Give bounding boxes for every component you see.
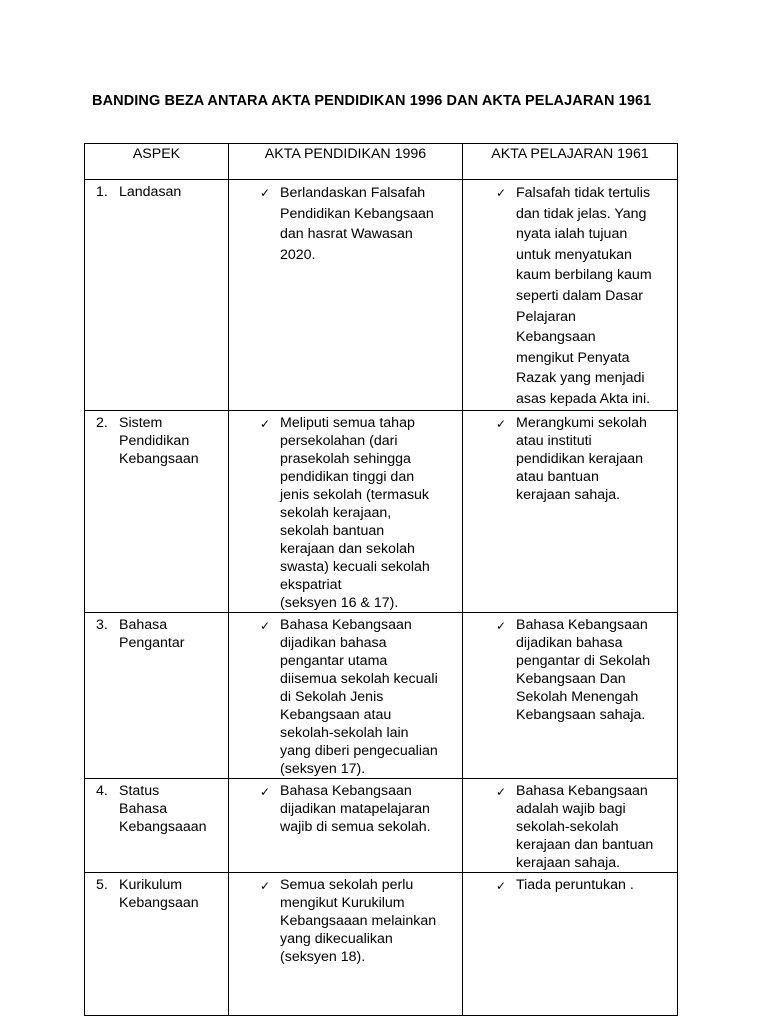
check-icon: ✓ xyxy=(260,784,271,799)
check-icon: ✓ xyxy=(496,416,507,431)
table-header-row xyxy=(85,144,678,180)
aspek-cell xyxy=(85,410,229,612)
check-icon: ✓ xyxy=(260,878,271,893)
aspek-cell xyxy=(85,778,229,872)
row-number: 4. xyxy=(96,782,108,799)
row-number: 2. xyxy=(96,414,108,431)
akta-1996-text: Bahasa Kebangsaan dijadikan matapelajaran wajib di semua sekolah. xyxy=(280,782,431,835)
akta-1996-text: Bahasa Kebangsaan dijadikan bahasa pengantar utama diisemua sekolah kecuali di Sekolah Jenis Kebangsaan atau sekolah-sekolah lain yang diberi pengecualian (seksyen 17). xyxy=(280,616,438,777)
akta-1996-cell xyxy=(229,180,463,411)
comparison-table xyxy=(84,143,678,1016)
akta-1961-cell xyxy=(463,410,678,612)
akta-1961-cell xyxy=(463,872,678,1015)
table-row xyxy=(85,180,678,411)
aspek-label: Landasan xyxy=(119,184,182,200)
akta-1961-text: Bahasa Kebangsaan adalah wajib bagi sekolah-sekolah kerajaan dan bantuan kerajaan sahaja. xyxy=(516,782,654,871)
row-number: 3. xyxy=(96,616,108,633)
akta-1996-text: Meliputi semua tahap persekolahan (dari prasekolah sehingga pendidikan tinggi dan jenis sekolah (termasuk sekolah kerajaan, sekolah bantuan kerajaan dan sekolah swasta) kecuali sekolah ekspatriat (seksyen 16 & 17). xyxy=(280,414,430,611)
akta-1996-cell xyxy=(229,872,463,1015)
aspek-label: Status Bahasa Kebangsaaan xyxy=(119,782,207,835)
table-row xyxy=(85,872,678,1015)
akta-1996-cell xyxy=(229,778,463,872)
document-title: BANDING BEZA ANTARA AKTA PENDIDIKAN 1996 DAN AKTA PELAJARAN 1961 xyxy=(92,93,652,109)
table-row xyxy=(85,410,678,612)
akta-1961-text: Falsafah tidak tertulis dan tidak jelas. Yang nyata ialah tujuan untuk menyatukan kaum berbilang kaum seperti dalam Dasar Pelajaran Kebangsaan mengikut Penyata Razak yang menjadi asas kepada Akta ini. xyxy=(516,185,652,407)
check-icon: ✓ xyxy=(496,784,507,799)
row-number: 5. xyxy=(96,876,108,893)
table-row xyxy=(85,778,678,872)
aspek-label: Kurikulum Kebangsaan xyxy=(119,876,199,911)
aspek-cell xyxy=(85,612,229,778)
akta-1961-cell xyxy=(463,778,678,872)
check-icon: ✓ xyxy=(260,416,271,431)
akta-1996-text: Semua sekolah perlu mengikut Kurukilum Kebangsaaan melainkan yang dikecualikan (seksyen 18). xyxy=(280,876,437,965)
check-icon: ✓ xyxy=(260,618,271,633)
akta-1996-cell xyxy=(229,612,463,778)
check-icon: ✓ xyxy=(496,618,507,633)
header-akta-1961: AKTA PELAJARAN 1961 xyxy=(463,144,678,180)
akta-1961-text: Merangkumi sekolah atau instituti pendidikan kerajaan atau bantuan kerajaan sahaja. xyxy=(516,414,647,503)
aspek-cell xyxy=(85,872,229,1015)
header-akta-1996: AKTA PENDIDIKAN 1996 xyxy=(229,144,463,180)
akta-1961-text: Tiada peruntukan . xyxy=(516,876,634,893)
check-icon: ✓ xyxy=(496,878,507,893)
akta-1961-cell xyxy=(463,612,678,778)
akta-1961-text: Bahasa Kebangsaan dijadikan bahasa pengantar di Sekolah Kebangsaan Dan Sekolah Menengah Kebangsaan sahaja. xyxy=(516,616,651,723)
check-icon: ✓ xyxy=(496,186,507,200)
header-aspek: ASPEK xyxy=(85,144,229,180)
aspek-label: Sistem Pendidikan Kebangsaan xyxy=(119,414,199,467)
row-number: 1. xyxy=(96,184,108,200)
akta-1996-cell xyxy=(229,410,463,612)
akta-1961-cell xyxy=(463,180,678,411)
table-row xyxy=(85,612,678,778)
aspek-cell xyxy=(85,180,229,411)
akta-1996-text: Berlandaskan Falsafah Pendidikan Kebangsaan dan hasrat Wawasan 2020. xyxy=(280,185,434,263)
aspek-label: Bahasa Pengantar xyxy=(119,616,185,651)
check-icon: ✓ xyxy=(260,186,271,200)
